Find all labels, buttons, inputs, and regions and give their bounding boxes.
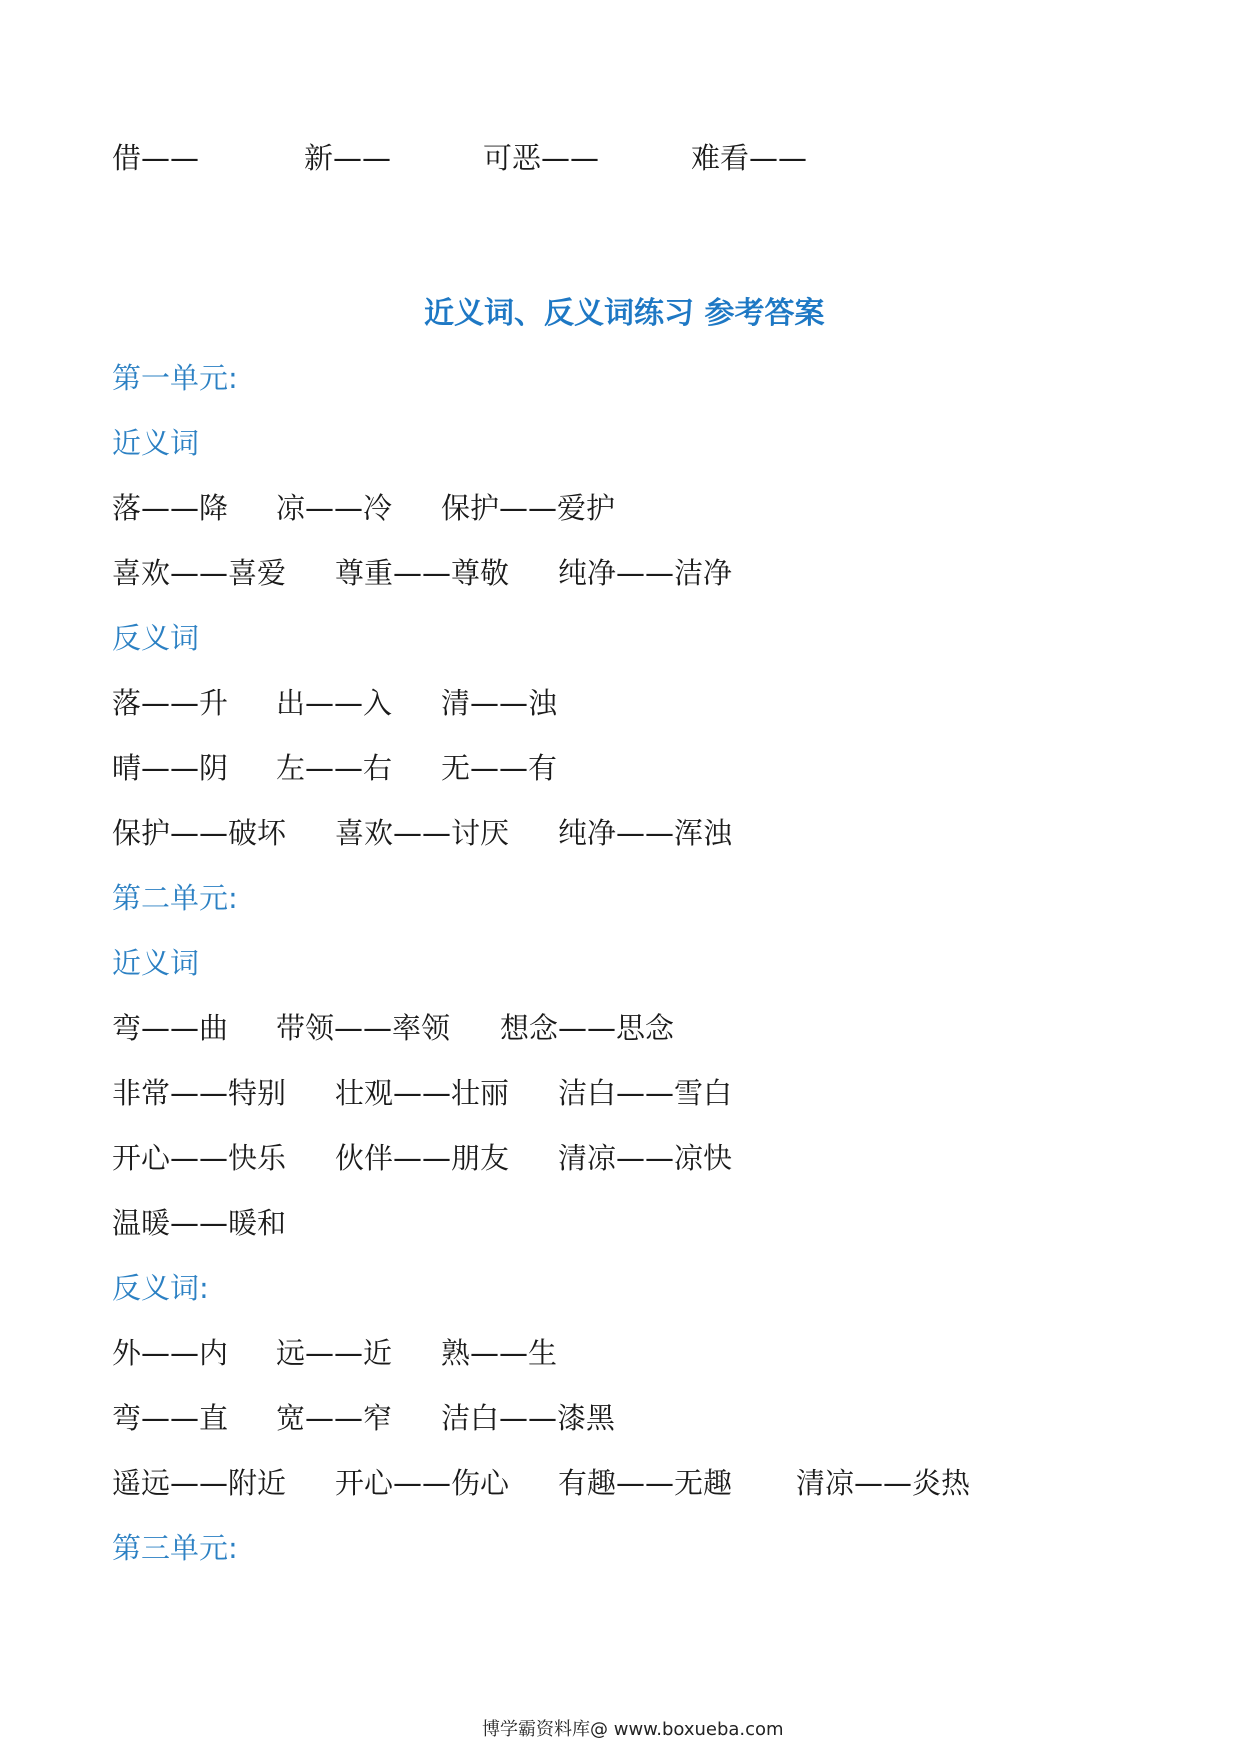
word-pair: 无——有	[441, 751, 558, 785]
word-pair: 温暖——暖和	[112, 1206, 287, 1240]
exercise-item: 难看——	[691, 141, 808, 175]
unit-2-heading: 第二单元:	[112, 881, 238, 915]
word-pair: 清凉——炎热	[796, 1466, 971, 1500]
unit-1-near-heading: 近义词	[112, 426, 200, 460]
word-pair: 弯——曲	[112, 1011, 229, 1045]
page-title: 近义词、反义词练习 参考答案	[424, 296, 825, 331]
word-pair: 晴——阴	[112, 751, 229, 785]
word-pair: 远——近	[276, 1336, 393, 1370]
word-pair: 熟——生	[441, 1336, 558, 1370]
word-pair: 宽——窄	[276, 1401, 393, 1435]
word-pair: 纯净——浑浊	[558, 816, 733, 850]
word-pair: 纯净——洁净	[558, 556, 733, 590]
word-pair: 喜欢——讨厌	[335, 816, 510, 850]
word-pair: 洁白——雪白	[558, 1076, 733, 1110]
unit-1-anto-heading: 反义词	[112, 621, 200, 655]
word-pair: 带领——率领	[276, 1011, 451, 1045]
word-pair: 伙伴——朋友	[335, 1141, 510, 1175]
word-pair: 喜欢——喜爱	[112, 556, 287, 590]
footer-watermark: 博学霸资料库@ www.boxueba.com	[482, 1719, 784, 1740]
word-pair: 弯——直	[112, 1401, 229, 1435]
exercise-item: 可恶——	[483, 141, 600, 175]
word-pair: 左——右	[276, 751, 393, 785]
word-pair: 开心——伤心	[335, 1466, 510, 1500]
exercise-item: 借——	[112, 141, 200, 175]
word-pair: 落——降	[112, 491, 229, 525]
word-pair: 落——升	[112, 686, 229, 720]
word-pair: 出——入	[276, 686, 393, 720]
unit-2-anto-heading: 反义词:	[112, 1271, 209, 1305]
word-pair: 壮观——壮丽	[335, 1076, 510, 1110]
word-pair: 非常——特别	[112, 1076, 287, 1110]
word-pair: 开心——快乐	[112, 1141, 287, 1175]
word-pair: 外——内	[112, 1336, 229, 1370]
word-pair: 尊重——尊敬	[335, 556, 510, 590]
word-pair: 遥远——附近	[112, 1466, 287, 1500]
word-pair: 保护——爱护	[441, 491, 616, 525]
word-pair: 洁白——漆黑	[441, 1401, 616, 1435]
word-pair: 保护——破坏	[112, 816, 287, 850]
unit-3-heading: 第三单元:	[112, 1531, 238, 1565]
word-pair: 想念——思念	[500, 1011, 675, 1045]
word-pair: 清——浊	[441, 686, 558, 720]
word-pair: 有趣——无趣	[558, 1466, 733, 1500]
word-pair: 清凉——凉快	[558, 1141, 733, 1175]
unit-1-heading: 第一单元:	[112, 361, 238, 395]
exercise-item: 新——	[304, 141, 392, 175]
word-pair: 凉——冷	[276, 491, 393, 525]
unit-2-near-heading: 近义词	[112, 946, 200, 980]
